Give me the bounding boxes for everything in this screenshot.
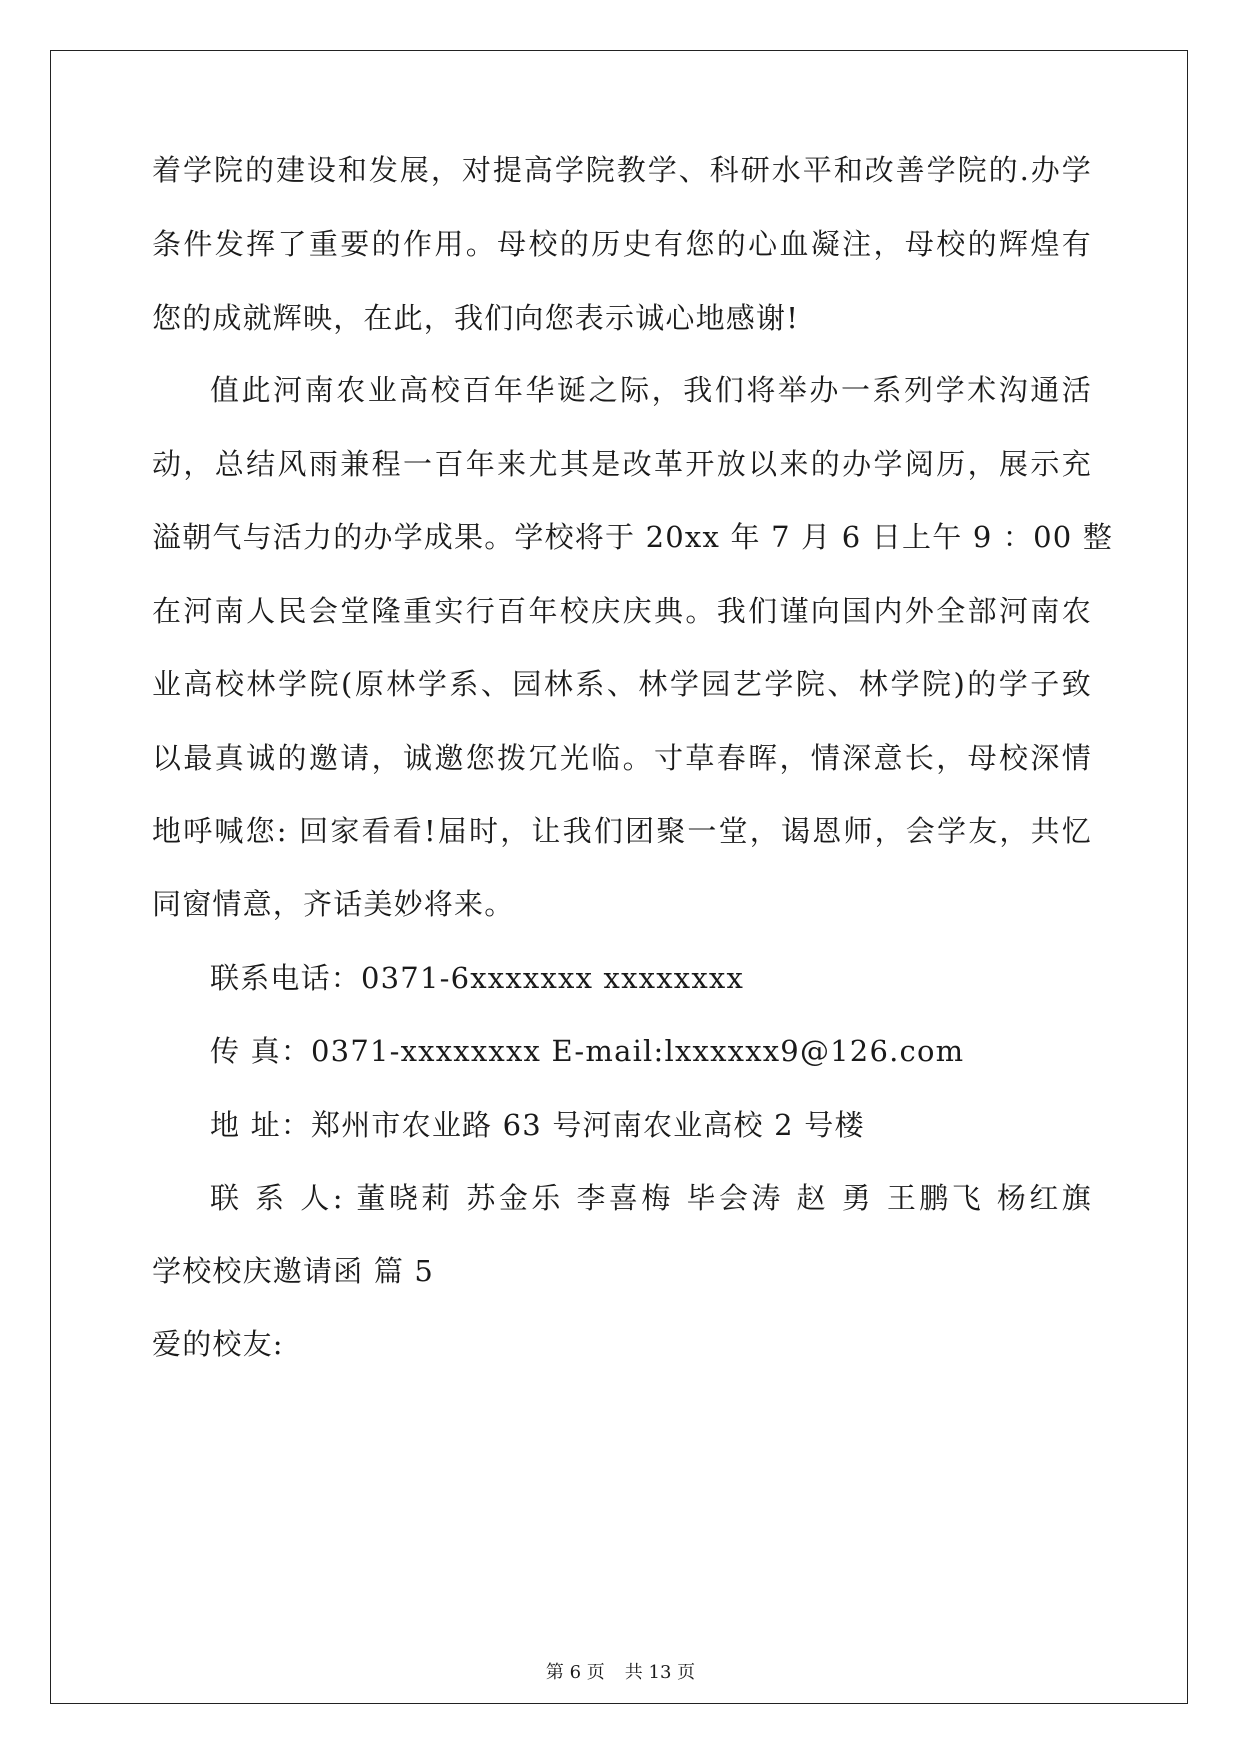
paragraph-line: 着学院的建设和发展，对提高学院教学、科研水平和改善学院的.办学 <box>152 153 1092 187</box>
page-number: 第 6 页 <box>545 1662 605 1683</box>
page-border <box>50 50 1188 1704</box>
paragraph-line: 地呼喊您: 回家看看!届时，让我们团聚一堂，谒恩师，会学友，共忆 <box>152 814 1092 848</box>
page-footer <box>0 1662 1241 1684</box>
paragraph-line: 值此河南农业高校百年华诞之际，我们将举办一系列学术沟通活 <box>210 373 1092 407</box>
paragraph-line: 同窗情意，齐话美妙将来。 <box>152 887 515 921</box>
contact-address: 地 址：郑州市农业路 63 号河南农业高校 2 号楼 <box>210 1108 865 1142</box>
paragraph-line: 条件发挥了重要的作用。母校的历史有您的心血凝注，母校的辉煌有 <box>152 227 1092 261</box>
page-total: 共 13 页 <box>624 1662 696 1683</box>
contact-persons: 联 系 人: 董晓莉 苏金乐 李喜梅 毕会涛 赵 勇 王鹏飞 杨红旗 <box>210 1181 1092 1215</box>
contact-phone: 联系电话：0371-6xxxxxxx xxxxxxxx <box>210 961 744 995</box>
paragraph-line: 在河南人民会堂隆重实行百年校庆庆典。我们谨向国内外全部河南农 <box>152 594 1092 628</box>
paragraph-line: 溢朝气与活力的办学成果。学校将于 20xx 年 7 月 6 日上午 9 ：00 整 <box>152 520 1114 554</box>
paragraph-line: 您的成就辉映，在此，我们向您表示诚心地感谢! <box>152 301 800 335</box>
paragraph-line: 动，总结风雨兼程一百年来尤其是改革开放以来的办学阅历，展示充 <box>152 447 1092 481</box>
paragraph-line: 以最真诚的邀请，诚邀您拨冗光临。寸草春晖，情深意长，母校深情 <box>152 741 1092 775</box>
salutation: 爱的校友: <box>152 1327 284 1361</box>
section-heading: 学校校庆邀请函 篇 5 <box>152 1254 435 1288</box>
contact-fax-email: 传 真：0371-xxxxxxxx E-mail:lxxxxxx9@126.com <box>210 1034 965 1068</box>
paragraph-line: 业高校林学院(原林学系、园林系、林学园艺学院、林学院)的学子致 <box>152 667 1092 701</box>
